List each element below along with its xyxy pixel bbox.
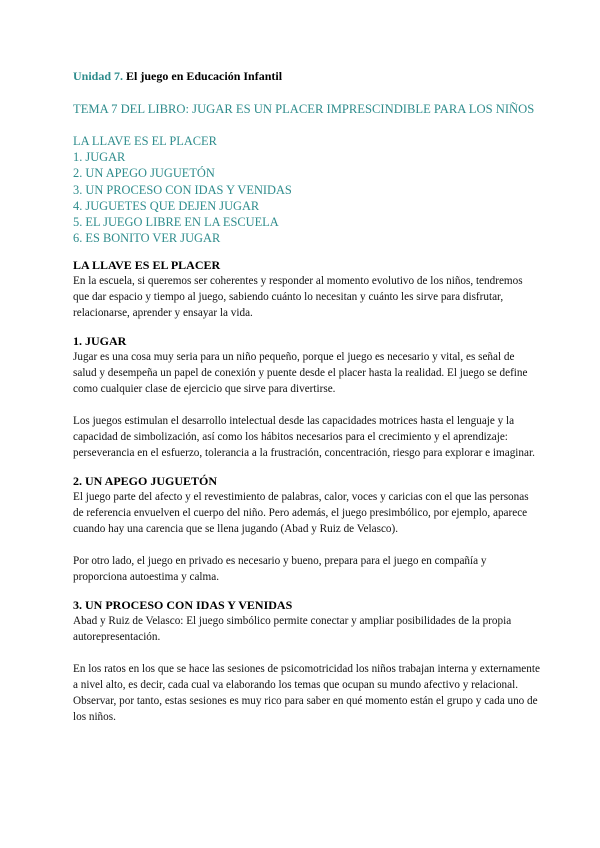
unit-label: Unidad 7.: [73, 69, 124, 83]
table-of-contents: [73, 133, 540, 246]
section-proceso-idas-venidas: [73, 597, 540, 725]
section-paragraph: Jugar es una cosa muy seria para un niño pequeño, porque el juego es necesario y vital, es señal de salud y desempeña un papel de conexión y puente desde el placer hasta la realidad. El juego se define como cualquier clase de ejercicio que sirve para divertirse.: [73, 351, 528, 396]
section-apego-jugueton: [73, 473, 540, 585]
toc-item: 5. EL JUEGO LIBRE EN LA ESCUELA: [73, 215, 279, 230]
toc-item: 6. ES BONITO VER JUGAR: [73, 231, 221, 246]
section-paragraph: Por otro lado, el juego en privado es necesario y bueno, prepara para el juego en compañía y proporciona autoestima y calma.: [73, 555, 487, 584]
toc-item: 4. JUGUETES QUE DEJEN JUGAR: [73, 198, 260, 213]
toc-item: 3. UN PROCESO CON IDAS Y VENIDAS: [73, 182, 292, 197]
toc-item: 1. JUGAR: [73, 150, 126, 165]
unit-title: El juego en Educación Infantil: [126, 69, 283, 83]
section-paragraph: En los ratos en los que se hace las sesiones de psicomotricidad los niños trabajan interna y externamente a nivel alto, es decir, cada cual va elaborando los temas que ocupan su mundo afectivo y relacional. Observar, por tanto, estas sesiones es muy rico para saber en qué momento están el grupo y cada uno de los niños.: [73, 663, 540, 724]
section-la-llave: [73, 257, 540, 321]
section-heading: 2. UN APEGO JUGUETÓN: [73, 474, 218, 489]
section-paragraph: En la escuela, si queremos ser coherentes y responder al momento evolutivo de los niños, tendremos que dar espacio y tiempo al juego, sabiendo cuánto lo necesitan y cuánto les sirve para disfrutar, relacionarse, aprender y ensayar la vida.: [73, 275, 523, 320]
unit-header: [73, 68, 540, 84]
section-heading: 3. UN PROCESO CON IDAS Y VENIDAS: [73, 598, 293, 613]
section-heading: LA LLAVE ES EL PLACER: [73, 258, 221, 273]
toc-item: 2. UN APEGO JUGUETÓN: [73, 166, 215, 181]
section-paragraph: El juego parte del afecto y el revestimiento de palabras, calor, voces y caricias con el que las personas de referencia envuelven el cuerpo del niño. Pero además, el juego presimbólico, por ejemplo, aparece cuando hay una carencia que se llena jugando (Abad y Ruiz de Velasco).: [73, 491, 529, 536]
tema-title: TEMA 7 DEL LIBRO: JUGAR ES UN PLACER IMPRESCINDIBLE PARA LOS NIÑOS: [73, 102, 535, 116]
section-heading: 1. JUGAR: [73, 334, 127, 349]
section-paragraph: Los juegos estimulan el desarrollo intelectual desde las capacidades motrices hasta el lenguaje y la capacidad de simbolización, así como los hábitos necesarios para el crecimiento y el aprendizaje: perseverancia en el esfuerzo, tolerancia a la frustración, concentración, riesgo para explorar e imaginar.: [73, 415, 535, 460]
toc-item: LA LLAVE ES EL PLACER: [73, 134, 217, 148]
section-jugar: [73, 333, 540, 461]
section-paragraph: Abad y Ruiz de Velasco: El juego simbólico permite conectar y ampliar posibilidades de la propia autorepresentación.: [73, 615, 512, 644]
